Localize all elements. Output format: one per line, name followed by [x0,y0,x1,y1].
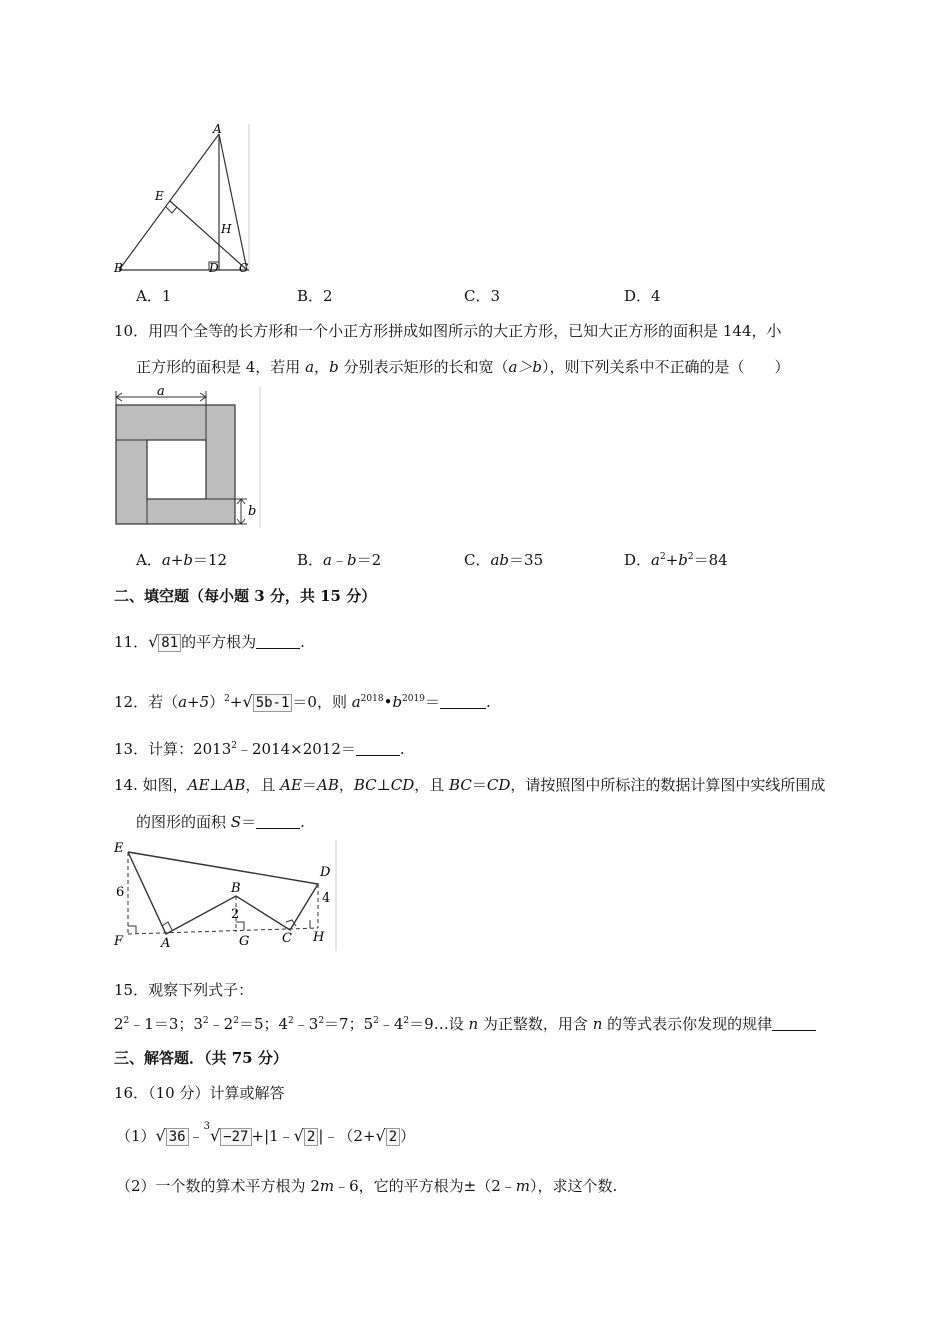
label-6: 6 [116,885,125,900]
label-C: C [239,261,249,275]
label-G: G [239,934,250,949]
q10-option-c: C．ab＝35 [464,551,544,569]
label-a: a [157,385,165,399]
q14-line1: 14. 如图，AE⊥AB，且 AE＝AB，BC⊥CD，且 BC＝CD，请按照图中所标注的数据计算图中实线所围成 [114,776,826,794]
label-B: B [114,261,123,275]
q14-line2: 的图形的面积 S＝ . [136,813,305,831]
q9-figure [112,120,252,275]
q10-option-d: D．$a^2+b^2=84$ [624,551,728,569]
label-D: D [320,865,331,880]
label-F: F [114,934,124,949]
q10-option-b: B．a﹣b＝2 [297,551,382,569]
section-2-heading: 二、填空题（每小题 3 分，共 15 分） [114,587,377,605]
q11-radicand: 81 [158,634,181,652]
q16-title: 16．（10 分）计算或解答 [114,1084,285,1102]
q13: 13．计算：$2013^2﹣2014\times 2012=$ . [114,740,405,758]
label-H: H [313,930,325,945]
q10-line2: 正方形的面积是 4，若用 a，b 分别表示矩形的长和宽（a＞b），则下列关系中不正确的是（ ） [136,358,790,376]
label-B: B [231,881,241,896]
q10-figure [112,385,262,530]
q12: 12．若$(a+5)^2+√$ 5b-1 ＝0，则 $a^{2018}•b^{2019}=$ . [114,692,491,711]
q9-option-c: C．3 [464,287,501,305]
q15-line1: 15．观察下列式子： [114,981,254,999]
q10-option-a: A．a+b＝12 [136,551,228,569]
q12-radicand: 5b-1 [253,694,293,712]
q9-option-a: A．1 [136,287,172,305]
label-E: E [155,189,164,203]
q16-part2: （2）一个数的算术平方根为 2m﹣6，它的平方根为±（2﹣m），求这个数. [116,1177,618,1195]
label-A: A [213,122,222,136]
q14-figure [110,838,340,953]
q9-option-b: B．2 [297,287,333,305]
label-H: H [221,222,232,236]
square-diagram [112,385,262,530]
label-b: b [248,504,257,519]
q15-line2: $2^2﹣1=3$；$3^2﹣2^2=5$；$4^2﹣3^2=7$；$5^2﹣4^2=9\dots$设 n 为正整数，用含 n 的等式表示你发现的规律 [114,1013,816,1034]
label-E: E [114,841,124,856]
polygon-diagram [110,838,340,953]
section-3-heading: 三、解答题．（共 75 分） [114,1049,288,1067]
label-4: 4 [322,891,331,906]
label-D: D [209,261,219,275]
triangle-diagram [112,120,252,275]
label-C: C [282,931,292,946]
q16-part1: （1）√ 36 ﹣$^3$√ −27 +|1﹣√ 2 |﹣（2+√ 2 ） [116,1121,416,1145]
label-2: 2 [231,907,240,922]
q10-line1: 10．用四个全等的长方形和一个小正方形拼成如图所示的大正方形，已知大正方形的面积是 144，小 [114,322,782,340]
q11: 11．√ 81 的平方根为 . [114,632,305,651]
q9-option-d: D．4 [624,287,661,305]
label-A: A [161,936,171,951]
